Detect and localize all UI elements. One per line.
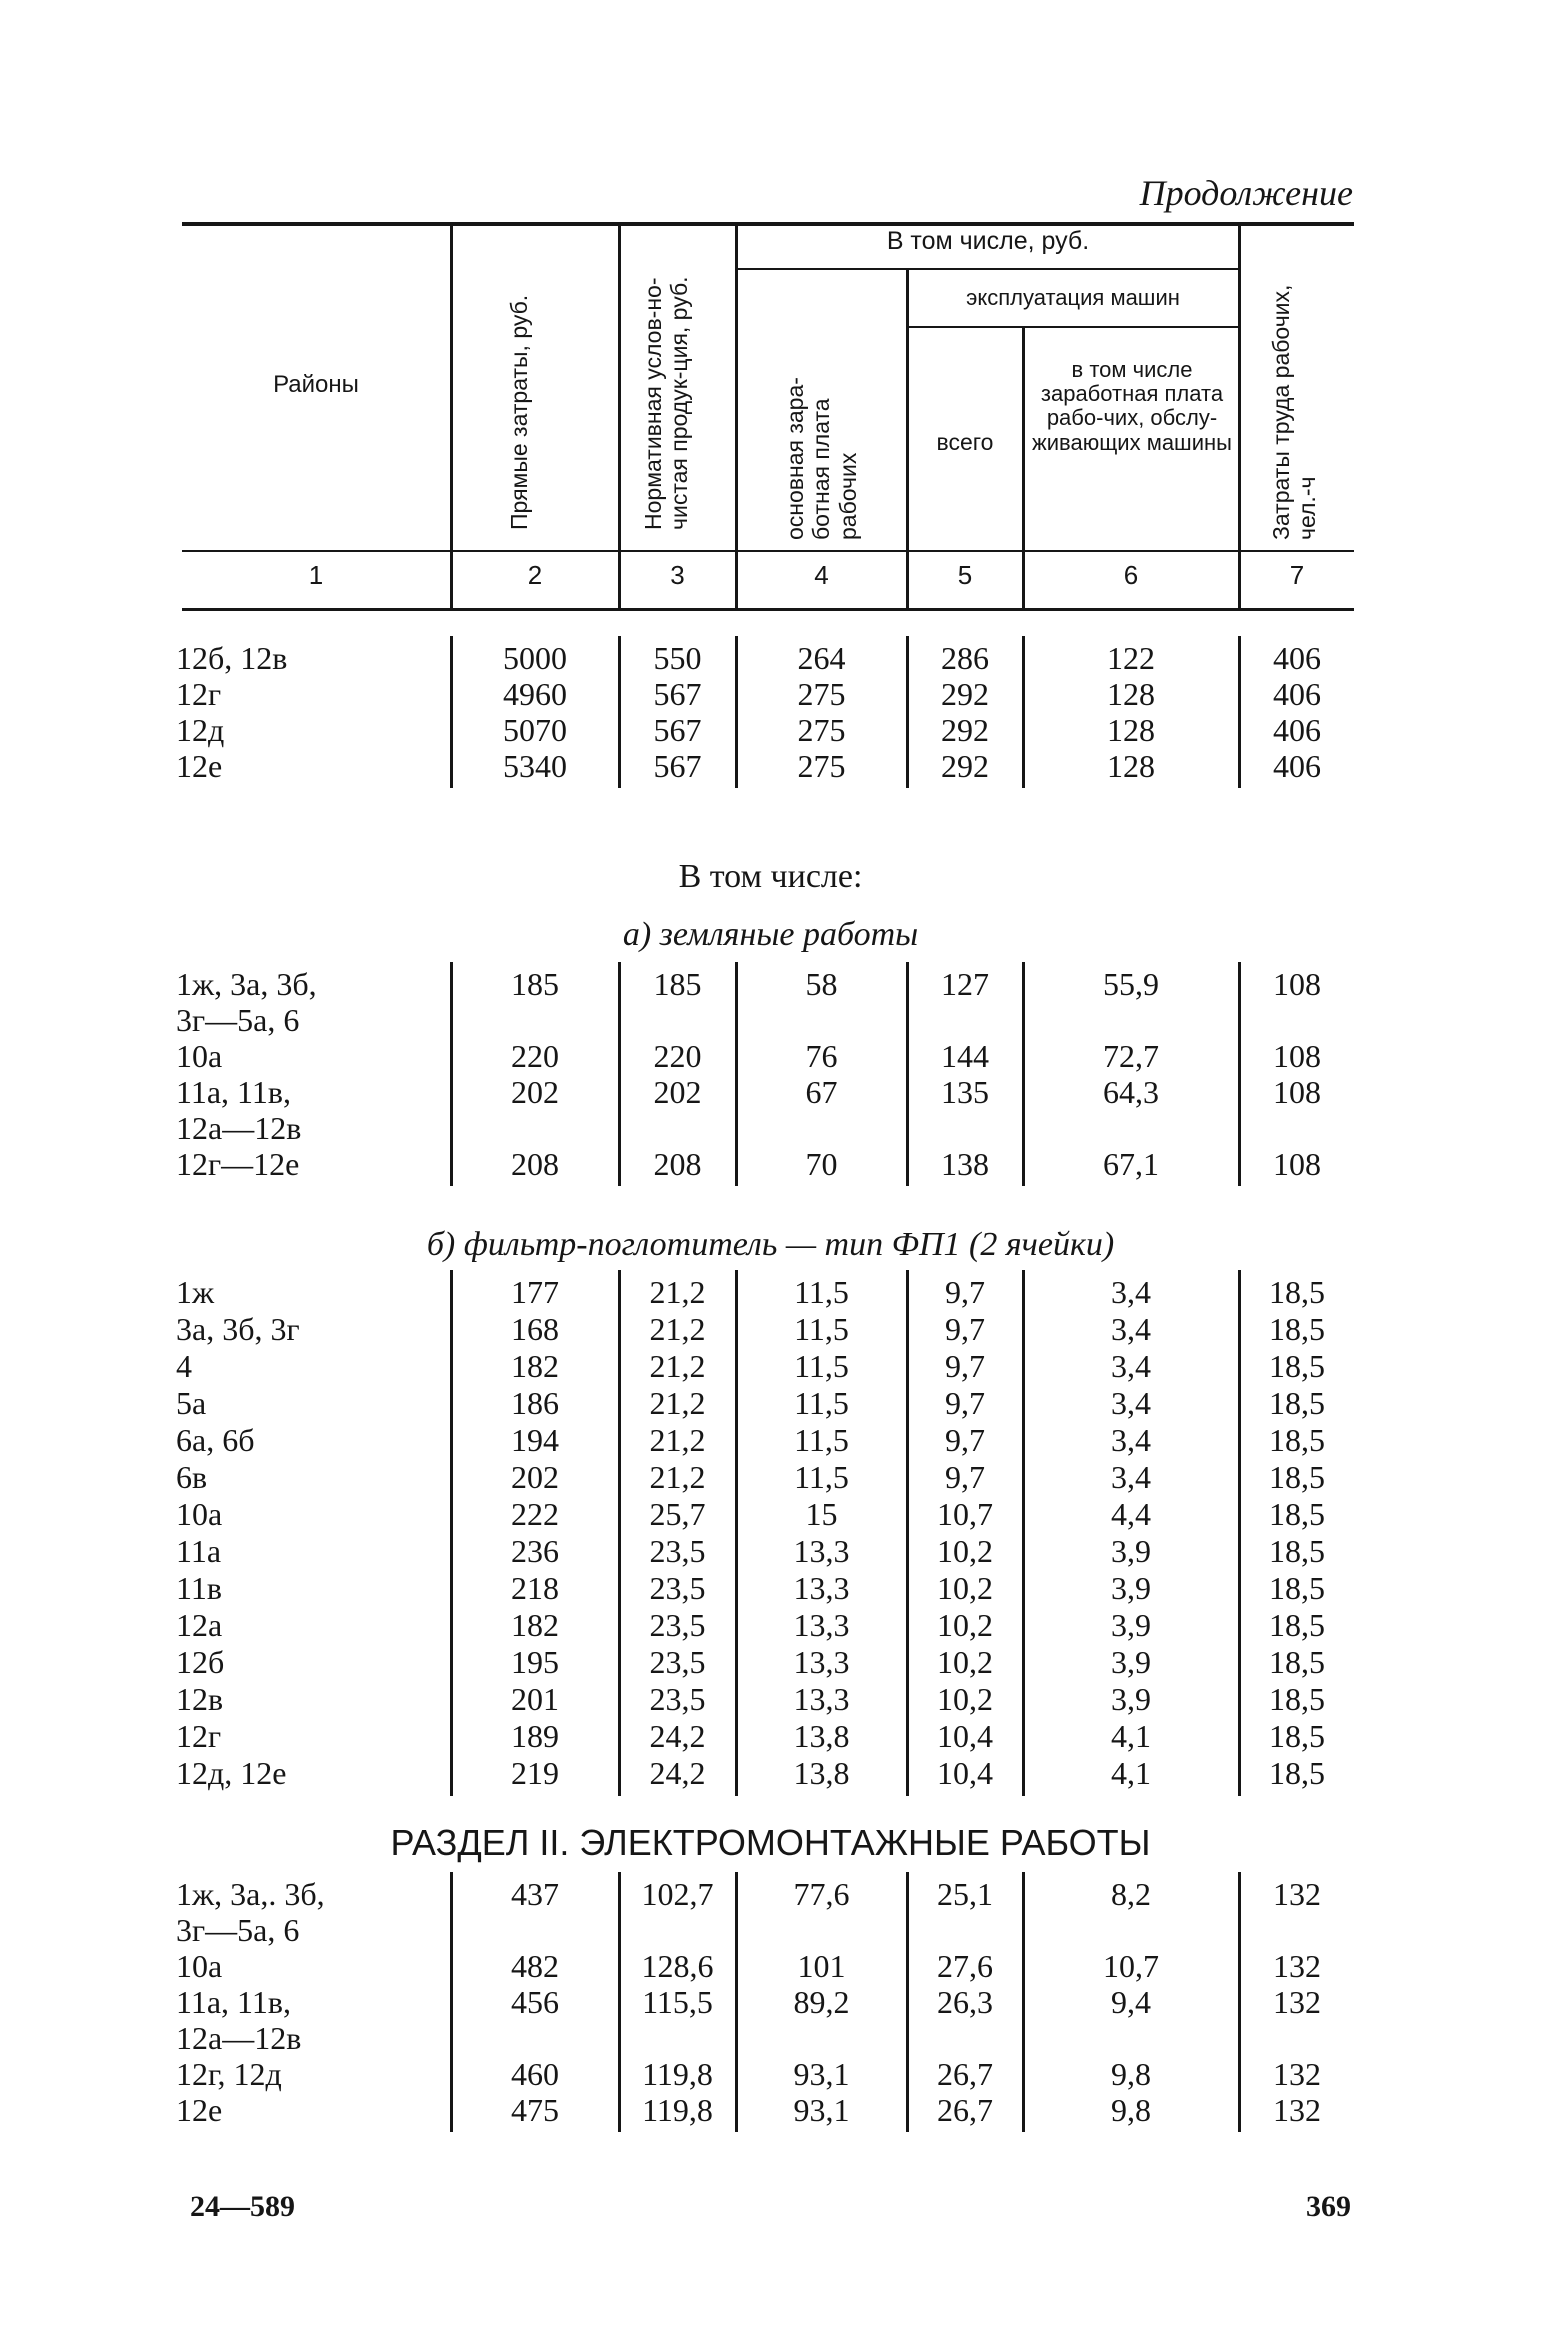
value-cell: 93,1 — [793, 2056, 850, 2092]
region-cell: 3г—5а, 6 — [176, 1912, 300, 1948]
column-number: 7 — [1289, 560, 1305, 590]
value-cell: 406 — [1273, 640, 1321, 676]
column-number: 6 — [1123, 560, 1139, 590]
region-cell: 12е — [176, 2092, 223, 2128]
value-cell: 128,6 — [641, 1948, 714, 1984]
value-cell: 144 — [941, 1038, 989, 1074]
table-row — [0, 676, 1541, 712]
header-divider — [735, 224, 738, 608]
value-cell: 18,5 — [1269, 1644, 1325, 1680]
value-cell: 4,1 — [1111, 1718, 1151, 1754]
table-row — [0, 2056, 1541, 2092]
region-cell: 12а—12в — [176, 2020, 302, 2056]
region-cell: 12д — [176, 712, 225, 748]
value-cell: 18,5 — [1269, 1496, 1325, 1532]
value-cell: 23,5 — [649, 1533, 706, 1569]
column-number: 4 — [814, 560, 829, 590]
value-cell: 5070 — [503, 712, 567, 748]
value-cell: 475 — [511, 2092, 559, 2128]
value-cell: 10,2 — [937, 1570, 993, 1606]
value-cell: 23,5 — [649, 1607, 706, 1643]
value-cell: 27,6 — [937, 1948, 993, 1984]
region-cell: 11а — [176, 1533, 222, 1569]
value-cell: 10,2 — [937, 1681, 993, 1717]
value-cell: 9,7 — [945, 1311, 985, 1347]
header-regions: Районы — [273, 371, 359, 398]
region-cell: 12г — [176, 1718, 222, 1754]
table-row — [0, 1146, 1541, 1182]
column-number: 2 — [527, 560, 543, 590]
value-cell: 222 — [511, 1496, 559, 1532]
value-cell: 11,5 — [794, 1385, 849, 1421]
value-cell: 275 — [797, 712, 846, 748]
table-row — [0, 748, 1541, 784]
header-labor-costs: Затраты труда рабочих, чел.-ч — [1268, 284, 1321, 540]
region-cell: 1ж, 3а,. 3б, — [176, 1876, 325, 1912]
value-cell: 3,9 — [1111, 1607, 1151, 1643]
value-cell: 13,3 — [793, 1533, 850, 1569]
value-cell: 21,2 — [649, 1385, 706, 1421]
value-cell: 26,7 — [937, 2092, 993, 2128]
value-cell: 132 — [1273, 1876, 1321, 1912]
value-cell: 25,1 — [937, 1876, 993, 1912]
value-cell: 208 — [511, 1146, 559, 1182]
column-divider — [906, 1872, 909, 2132]
value-cell: 3,9 — [1111, 1644, 1151, 1680]
value-cell: 3,4 — [1111, 1422, 1151, 1458]
column-divider — [618, 1270, 621, 1796]
value-cell: 18,5 — [1269, 1459, 1325, 1495]
column-divider — [1238, 1872, 1241, 2132]
value-cell: 292 — [941, 748, 989, 784]
value-cell: 13,3 — [793, 1681, 850, 1717]
value-cell: 220 — [653, 1038, 702, 1074]
value-cell: 128 — [1107, 748, 1155, 784]
group-machines-rule — [908, 326, 1238, 328]
value-cell: 18,5 — [1269, 1385, 1325, 1421]
value-cell: 21,2 — [649, 1422, 706, 1458]
value-cell: 13,8 — [793, 1755, 850, 1791]
table-row — [0, 1385, 1541, 1421]
region-cell: 12г — [176, 676, 222, 712]
value-cell: 10,4 — [937, 1755, 993, 1791]
value-cell: 26,7 — [937, 2056, 993, 2092]
value-cell: 3,4 — [1111, 1311, 1151, 1347]
value-cell: 10,7 — [1103, 1948, 1159, 1984]
value-cell: 11,5 — [794, 1459, 849, 1495]
value-cell: 67,1 — [1103, 1146, 1159, 1182]
value-cell: 138 — [941, 1146, 989, 1182]
value-cell: 64,3 — [1103, 1074, 1159, 1110]
column-number-rule — [182, 608, 1354, 611]
table-row — [0, 1533, 1541, 1569]
column-divider — [735, 962, 738, 1186]
value-cell: 135 — [941, 1074, 989, 1110]
value-cell: 18,5 — [1269, 1348, 1325, 1384]
value-cell: 3,4 — [1111, 1385, 1151, 1421]
value-cell: 275 — [797, 676, 846, 712]
value-cell: 9,8 — [1111, 2092, 1151, 2128]
table-row — [0, 1422, 1541, 1458]
value-cell: 10,4 — [937, 1718, 993, 1754]
value-cell: 13,8 — [793, 1718, 850, 1754]
column-divider — [735, 636, 738, 788]
column-divider — [618, 636, 621, 788]
header-total: всего — [936, 429, 994, 455]
value-cell: 132 — [1273, 2056, 1321, 2092]
region-cell: 4 — [176, 1348, 192, 1384]
value-cell: 185 — [511, 966, 559, 1002]
value-cell: 102,7 — [641, 1876, 714, 1912]
value-cell: 5000 — [503, 640, 567, 676]
value-cell: 286 — [941, 640, 989, 676]
region-cell: 11в — [176, 1570, 222, 1606]
section-2-title: РАЗДЕЛ II. ЭЛЕКТРОМОНТАЖНЫЕ РАБОТЫ — [390, 1822, 1151, 1863]
value-cell: 219 — [511, 1755, 559, 1791]
value-cell: 567 — [653, 712, 702, 748]
value-cell: 182 — [511, 1607, 559, 1643]
value-cell: 18,5 — [1269, 1755, 1325, 1791]
value-cell: 132 — [1273, 1948, 1321, 1984]
column-divider — [450, 1872, 453, 2132]
column-divider — [1022, 636, 1025, 788]
column-divider — [618, 1872, 621, 2132]
value-cell: 11,5 — [794, 1311, 849, 1347]
value-cell: 10,2 — [937, 1644, 993, 1680]
value-cell: 8,2 — [1111, 1876, 1151, 1912]
value-cell: 132 — [1273, 1984, 1321, 2020]
region-cell: 5а — [176, 1385, 207, 1421]
region-cell: 12а — [176, 1607, 223, 1643]
value-cell: 236 — [511, 1533, 559, 1569]
value-cell: 24,2 — [649, 1718, 706, 1754]
table-row — [0, 1876, 1541, 1912]
filter-absorber-title: б) фильтр-поглотитель — тип ФП1 (2 ячейки) — [426, 1226, 1115, 1263]
value-cell: 115,5 — [642, 1984, 713, 2020]
table-row — [0, 1718, 1541, 1754]
value-cell: 195 — [511, 1644, 559, 1680]
region-cell: 12а—12в — [176, 1110, 302, 1146]
column-divider — [1022, 1872, 1025, 2132]
value-cell: 10,2 — [937, 1533, 993, 1569]
table-row — [0, 1912, 1541, 1948]
value-cell: 460 — [511, 2056, 559, 2092]
region-cell: 6в — [176, 1459, 208, 1495]
earthworks-title: а) земляные работы — [622, 916, 919, 953]
value-cell: 406 — [1273, 712, 1321, 748]
value-cell: 67 — [805, 1074, 838, 1110]
value-cell: 119,8 — [642, 2056, 713, 2092]
value-cell: 3,9 — [1111, 1681, 1151, 1717]
value-cell: 127 — [941, 966, 989, 1002]
table-row — [0, 1459, 1541, 1495]
value-cell: 18,5 — [1269, 1681, 1325, 1717]
value-cell: 220 — [511, 1038, 559, 1074]
value-cell: 18,5 — [1269, 1311, 1325, 1347]
region-cell: 10а — [176, 1038, 223, 1074]
column-divider — [450, 1270, 453, 1796]
column-divider — [1238, 1270, 1241, 1796]
value-cell: 186 — [511, 1385, 559, 1421]
value-cell: 70 — [805, 1146, 838, 1182]
region-cell: 12г—12е — [176, 1146, 300, 1182]
value-cell: 185 — [653, 966, 702, 1002]
value-cell: 3,4 — [1111, 1274, 1151, 1310]
value-cell: 201 — [511, 1681, 559, 1717]
column-divider — [1022, 1270, 1025, 1796]
value-cell: 21,2 — [649, 1459, 706, 1495]
header-incl-group: В том числе, руб. — [886, 227, 1090, 255]
header-direct-costs: Прямые затраты, руб. — [506, 294, 532, 530]
value-cell: 4,4 — [1111, 1496, 1151, 1532]
column-divider — [906, 962, 909, 1186]
page-number: 369 — [1306, 2190, 1351, 2223]
column-divider — [1238, 636, 1241, 788]
table-row — [0, 1948, 1541, 1984]
value-cell: 128 — [1107, 712, 1155, 748]
column-divider — [1022, 962, 1025, 1186]
value-cell: 108 — [1273, 1074, 1321, 1110]
value-cell: 10,2 — [937, 1607, 993, 1643]
column-divider — [906, 1270, 909, 1796]
value-cell: 58 — [805, 966, 838, 1002]
value-cell: 567 — [653, 676, 702, 712]
table-row — [0, 1311, 1541, 1347]
value-cell: 189 — [511, 1718, 559, 1754]
value-cell: 13,3 — [793, 1644, 850, 1680]
value-cell: 26,3 — [937, 1984, 993, 2020]
value-cell: 177 — [511, 1274, 559, 1310]
value-cell: 9,7 — [945, 1274, 985, 1310]
table-row — [0, 1570, 1541, 1606]
value-cell: 72,7 — [1103, 1038, 1159, 1074]
region-cell: 3а, 3б, 3г — [176, 1311, 300, 1347]
value-cell: 4,1 — [1111, 1755, 1151, 1791]
value-cell: 18,5 — [1269, 1718, 1325, 1754]
value-cell: 9,7 — [945, 1385, 985, 1421]
value-cell: 18,5 — [1269, 1422, 1325, 1458]
column-number: 1 — [308, 560, 324, 590]
value-cell: 21,2 — [649, 1348, 706, 1384]
value-cell: 93,1 — [793, 2092, 850, 2128]
value-cell: 76 — [805, 1038, 838, 1074]
value-cell: 3,9 — [1111, 1533, 1151, 1569]
value-cell: 21,2 — [649, 1274, 706, 1310]
region-cell: 11а, 11в, — [176, 1984, 291, 2020]
value-cell: 132 — [1273, 2092, 1321, 2128]
table-row — [0, 1110, 1541, 1146]
region-cell: 10а — [176, 1948, 223, 1984]
value-cell: 108 — [1273, 1146, 1321, 1182]
value-cell: 21,2 — [649, 1311, 706, 1347]
region-cell: 12в — [176, 1681, 224, 1717]
value-cell: 18,5 — [1269, 1570, 1325, 1606]
value-cell: 25,7 — [649, 1496, 706, 1532]
value-cell: 202 — [653, 1074, 702, 1110]
value-cell: 18,5 — [1269, 1274, 1325, 1310]
value-cell: 550 — [653, 640, 702, 676]
value-cell: 9,4 — [1111, 1984, 1151, 2020]
table-row — [0, 1002, 1541, 1038]
table-row — [0, 1755, 1541, 1791]
value-cell: 128 — [1107, 676, 1155, 712]
value-cell: 567 — [653, 748, 702, 784]
region-cell: 12е — [176, 748, 223, 784]
value-cell: 13,3 — [793, 1570, 850, 1606]
value-cell: 292 — [941, 676, 989, 712]
table-row — [0, 1496, 1541, 1532]
region-cell: 12д, 12е — [176, 1755, 287, 1791]
region-cell: 12г, 12д — [176, 2056, 282, 2092]
header-machine-wage: в том числе заработная плата рабо-чих, обслу-живающих машины — [1032, 357, 1232, 455]
table-row — [0, 1644, 1541, 1680]
value-cell: 202 — [511, 1074, 559, 1110]
value-cell: 182 — [511, 1348, 559, 1384]
value-cell: 108 — [1273, 966, 1321, 1002]
group-incl-rule — [738, 268, 1238, 270]
value-cell: 202 — [511, 1459, 559, 1495]
region-cell: 10а — [176, 1496, 223, 1532]
value-cell: 9,7 — [945, 1348, 985, 1384]
value-cell: 168 — [511, 1311, 559, 1347]
value-cell: 208 — [653, 1146, 702, 1182]
table-row — [0, 966, 1541, 1002]
value-cell: 18,5 — [1269, 1607, 1325, 1643]
header-divider — [618, 224, 621, 608]
value-cell: 13,3 — [793, 1607, 850, 1643]
value-cell: 3,4 — [1111, 1459, 1151, 1495]
region-cell: 3г—5а, 6 — [176, 1002, 300, 1038]
table-row — [0, 1348, 1541, 1384]
table-row — [0, 640, 1541, 676]
value-cell: 24,2 — [649, 1755, 706, 1791]
column-divider — [1238, 962, 1241, 1186]
value-cell: 406 — [1273, 676, 1321, 712]
table-row — [0, 1274, 1541, 1310]
value-cell: 11,5 — [794, 1274, 849, 1310]
table-row — [0, 1984, 1541, 2020]
table-row — [0, 1607, 1541, 1643]
header-normative-product: Нормативная услов-но-чистая продук-ция, руб. — [640, 276, 693, 530]
header-top-rule — [182, 222, 1354, 226]
header-divider — [450, 224, 453, 608]
table-row — [0, 2092, 1541, 2128]
value-cell: 101 — [797, 1948, 846, 1984]
value-cell: 23,5 — [649, 1644, 706, 1680]
value-cell: 10,7 — [937, 1496, 993, 1532]
value-cell: 482 — [511, 1948, 559, 1984]
column-number: 5 — [957, 560, 973, 590]
value-cell: 3,4 — [1111, 1348, 1151, 1384]
value-cell: 55,9 — [1103, 966, 1159, 1002]
column-divider — [906, 636, 909, 788]
value-cell: 108 — [1273, 1038, 1321, 1074]
value-cell: 122 — [1107, 640, 1155, 676]
column-divider — [450, 636, 453, 788]
value-cell: 119,8 — [642, 2092, 713, 2128]
value-cell: 194 — [511, 1422, 559, 1458]
value-cell: 264 — [797, 640, 846, 676]
column-divider — [618, 962, 621, 1186]
region-cell: 6а, 6б — [176, 1422, 255, 1458]
table-row — [0, 1074, 1541, 1110]
value-cell: 218 — [511, 1570, 559, 1606]
including-title: В том числе: — [678, 858, 863, 895]
value-cell: 292 — [941, 712, 989, 748]
table-row — [0, 712, 1541, 748]
header-divider — [1238, 224, 1241, 608]
column-number: 3 — [670, 560, 685, 590]
header-machines-group: эксплуатация машин — [966, 285, 1180, 310]
continuation-label: Продолжение — [1139, 173, 1353, 213]
column-divider — [450, 962, 453, 1186]
region-cell: 11а, 11в, — [176, 1074, 291, 1110]
value-cell: 11,5 — [794, 1348, 849, 1384]
column-divider — [735, 1270, 738, 1796]
region-cell: 12б — [176, 1644, 225, 1680]
value-cell: 9,7 — [945, 1422, 985, 1458]
value-cell: 3,9 — [1111, 1570, 1151, 1606]
region-cell: 1ж — [176, 1274, 215, 1310]
value-cell: 406 — [1273, 748, 1321, 784]
value-cell: 23,5 — [649, 1570, 706, 1606]
table-row — [0, 1038, 1541, 1074]
value-cell: 456 — [511, 1984, 559, 2020]
table-row — [0, 1681, 1541, 1717]
value-cell: 5340 — [503, 748, 567, 784]
value-cell: 18,5 — [1269, 1533, 1325, 1569]
value-cell: 23,5 — [649, 1681, 706, 1717]
value-cell: 275 — [797, 748, 846, 784]
value-cell: 437 — [511, 1876, 559, 1912]
table-row — [0, 2020, 1541, 2056]
region-cell: 12б, 12в — [176, 640, 288, 676]
value-cell: 77,6 — [793, 1876, 850, 1912]
value-cell: 9,8 — [1111, 2056, 1151, 2092]
region-cell: 1ж, 3а, 3б, — [176, 966, 317, 1002]
value-cell: 89,2 — [793, 1984, 850, 2020]
column-divider — [735, 1872, 738, 2132]
value-cell: 9,7 — [945, 1459, 985, 1495]
header-basic-wage: основная зара-ботная плата рабочих — [782, 377, 861, 540]
value-cell: 15 — [805, 1496, 838, 1532]
value-cell: 4960 — [503, 676, 567, 712]
header-bottom-rule — [182, 550, 1354, 552]
page-signature: 24—589 — [190, 2190, 295, 2223]
value-cell: 11,5 — [794, 1422, 849, 1458]
